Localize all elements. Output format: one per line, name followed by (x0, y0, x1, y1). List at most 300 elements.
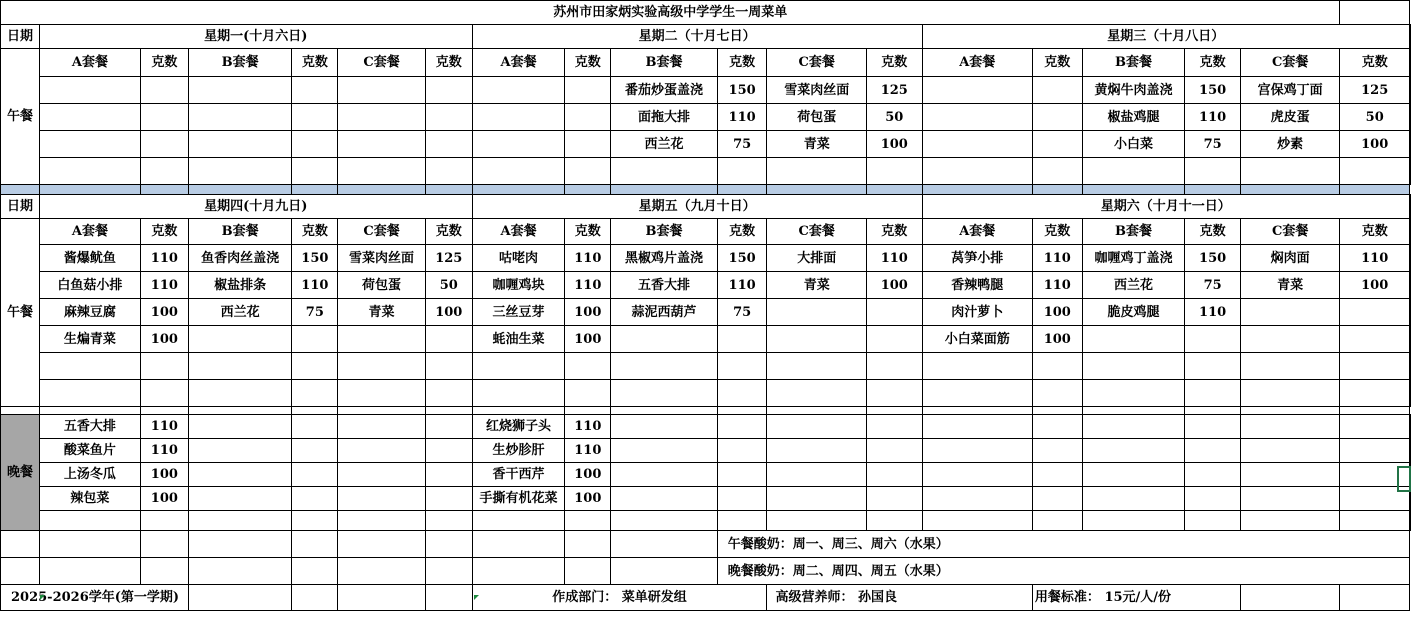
menu-cell[interactable]: 150 (1185, 245, 1241, 272)
menu-cell[interactable] (338, 415, 426, 439)
menu-cell[interactable]: 椒盐排条 (188, 272, 292, 299)
menu-cell[interactable] (1240, 299, 1340, 326)
menu-cell[interactable]: 110 (565, 272, 611, 299)
cell[interactable] (338, 407, 426, 415)
column-header[interactable]: C套餐 (338, 49, 426, 77)
column-header[interactable]: 克数 (292, 219, 338, 245)
menu-cell[interactable] (39, 380, 140, 407)
menu-cell[interactable] (717, 511, 767, 531)
cell[interactable] (425, 531, 472, 558)
column-header[interactable]: 克数 (140, 49, 188, 77)
column-header[interactable]: B套餐 (188, 49, 292, 77)
lunch-label[interactable]: 午餐 (1, 219, 40, 407)
cell[interactable] (1240, 407, 1340, 415)
menu-cell[interactable] (425, 326, 472, 353)
menu-cell[interactable] (1185, 380, 1241, 407)
menu-cell[interactable] (140, 511, 188, 531)
menu-cell[interactable] (922, 131, 1032, 158)
menu-cell[interactable] (1185, 487, 1241, 511)
cell[interactable] (866, 407, 922, 415)
menu-cell[interactable] (140, 380, 188, 407)
cell[interactable] (1410, 49, 1411, 77)
menu-cell[interactable] (425, 487, 472, 511)
separator[interactable] (425, 185, 472, 195)
cell[interactable] (338, 585, 426, 611)
sheet-title[interactable]: 苏州市田家炳实验高级中学学生一周菜单 (1, 1, 1340, 25)
menu-cell[interactable]: 100 (140, 299, 188, 326)
column-header[interactable]: A套餐 (922, 49, 1032, 77)
cell[interactable] (1340, 1, 1410, 25)
column-header[interactable]: 克数 (1032, 49, 1082, 77)
menu-cell[interactable] (292, 158, 338, 185)
column-header[interactable]: C套餐 (1240, 49, 1340, 77)
menu-cell[interactable]: 125 (425, 245, 472, 272)
note-text[interactable]: 晚餐酸奶：周二、周四、周五（水果） (717, 558, 1409, 585)
cell[interactable] (1410, 272, 1411, 299)
menu-cell[interactable] (188, 511, 292, 531)
cell[interactable] (611, 558, 718, 585)
menu-cell[interactable]: 辣包菜 (39, 487, 140, 511)
menu-cell[interactable]: 五香大排 (611, 272, 718, 299)
cell[interactable] (1410, 353, 1411, 380)
menu-cell[interactable] (1082, 380, 1185, 407)
menu-cell[interactable]: 125 (1340, 77, 1410, 104)
separator[interactable] (1032, 185, 1082, 195)
menu-cell[interactable] (922, 353, 1032, 380)
menu-cell[interactable]: 西兰花 (1082, 272, 1185, 299)
menu-cell[interactable]: 110 (140, 245, 188, 272)
separator[interactable] (1340, 185, 1410, 195)
menu-cell[interactable]: 青菜 (338, 299, 426, 326)
menu-cell[interactable] (292, 77, 338, 104)
column-header[interactable]: 克数 (565, 49, 611, 77)
cell[interactable] (1340, 407, 1410, 415)
menu-cell[interactable] (1032, 353, 1082, 380)
menu-cell[interactable]: 100 (140, 326, 188, 353)
separator[interactable] (140, 185, 188, 195)
column-header[interactable]: 克数 (1340, 49, 1410, 77)
menu-cell[interactable] (1032, 511, 1082, 531)
cell[interactable] (1185, 407, 1241, 415)
menu-cell[interactable] (1340, 326, 1410, 353)
menu-cell[interactable] (338, 131, 426, 158)
menu-cell[interactable]: 75 (717, 299, 767, 326)
menu-cell[interactable] (611, 380, 718, 407)
cell[interactable] (472, 407, 565, 415)
cell[interactable] (1410, 245, 1411, 272)
menu-cell[interactable] (472, 104, 565, 131)
menu-cell[interactable]: 110 (565, 245, 611, 272)
column-header[interactable]: 克数 (425, 219, 472, 245)
menu-cell[interactable] (717, 326, 767, 353)
menu-cell[interactable] (188, 380, 292, 407)
menu-cell[interactable]: 110 (1340, 245, 1410, 272)
day-header[interactable]: 星期四(十月九日) (39, 195, 472, 219)
menu-cell[interactable] (1340, 158, 1410, 185)
menu-cell[interactable] (611, 158, 718, 185)
menu-cell[interactable] (188, 353, 292, 380)
day-header[interactable]: 星期五（九月十日） (472, 195, 922, 219)
menu-cell[interactable] (39, 77, 140, 104)
cell[interactable] (1410, 77, 1411, 104)
cell[interactable] (1, 531, 40, 558)
menu-cell[interactable]: 西兰花 (188, 299, 292, 326)
menu-cell[interactable] (338, 463, 426, 487)
menu-cell[interactable] (338, 353, 426, 380)
menu-cell[interactable]: 75 (292, 299, 338, 326)
cell[interactable] (292, 531, 338, 558)
menu-cell[interactable] (866, 380, 922, 407)
menu-cell[interactable] (866, 415, 922, 439)
cell[interactable] (39, 407, 140, 415)
menu-cell[interactable] (140, 104, 188, 131)
menu-cell[interactable]: 面拖大排 (611, 104, 718, 131)
menu-cell[interactable]: 脆皮鸡腿 (1082, 299, 1185, 326)
cell[interactable] (292, 585, 338, 611)
menu-cell[interactable]: 75 (1185, 272, 1241, 299)
menu-cell[interactable] (866, 511, 922, 531)
column-header[interactable]: A套餐 (39, 49, 140, 77)
menu-cell[interactable] (1082, 326, 1185, 353)
menu-cell[interactable] (39, 131, 140, 158)
menu-cell[interactable] (611, 326, 718, 353)
menu-cell[interactable]: 宫保鸡丁面 (1240, 77, 1340, 104)
menu-cell[interactable]: 150 (717, 245, 767, 272)
day-header[interactable]: 星期二（十月七日） (472, 25, 922, 49)
menu-cell[interactable]: 75 (1185, 131, 1241, 158)
menu-cell[interactable]: 生炒胗肝 (472, 439, 565, 463)
menu-cell[interactable]: 110 (140, 439, 188, 463)
menu-cell[interactable]: 50 (1340, 104, 1410, 131)
column-header[interactable]: C套餐 (1240, 219, 1340, 245)
menu-cell[interactable] (922, 104, 1032, 131)
cell[interactable] (140, 531, 188, 558)
menu-cell[interactable] (140, 158, 188, 185)
column-header[interactable]: 克数 (717, 219, 767, 245)
menu-cell[interactable]: 黑椒鸡片盖浇 (611, 245, 718, 272)
menu-cell[interactable]: 西兰花 (611, 131, 718, 158)
menu-cell[interactable]: 红烧狮子头 (472, 415, 565, 439)
menu-cell[interactable]: 100 (1340, 131, 1410, 158)
menu-cell[interactable] (922, 415, 1032, 439)
menu-cell[interactable]: 三丝豆芽 (472, 299, 565, 326)
cell[interactable] (292, 407, 338, 415)
menu-cell[interactable] (338, 439, 426, 463)
cell[interactable] (1410, 326, 1411, 353)
menu-cell[interactable] (188, 415, 292, 439)
cell[interactable] (425, 407, 472, 415)
menu-cell[interactable] (292, 463, 338, 487)
cell[interactable] (611, 531, 718, 558)
menu-cell[interactable] (425, 77, 472, 104)
menu-cell[interactable]: 110 (1032, 272, 1082, 299)
date-label[interactable]: 日期 (1, 195, 40, 219)
menu-cell[interactable]: 咖喱鸡块 (472, 272, 565, 299)
menu-cell[interactable]: 手撕有机花菜 (472, 487, 565, 511)
menu-cell[interactable]: 生煸青菜 (39, 326, 140, 353)
column-header[interactable]: 克数 (565, 219, 611, 245)
menu-cell[interactable] (425, 104, 472, 131)
menu-cell[interactable] (292, 104, 338, 131)
menu-cell[interactable] (565, 380, 611, 407)
column-header[interactable]: 克数 (425, 49, 472, 77)
menu-cell[interactable] (188, 463, 292, 487)
menu-cell[interactable] (39, 353, 140, 380)
menu-cell[interactable] (1340, 353, 1410, 380)
menu-cell[interactable] (1185, 158, 1241, 185)
cell[interactable] (611, 407, 718, 415)
nutritionist-label[interactable]: 高级营养师： 孙国良 (767, 585, 1032, 611)
cell[interactable] (188, 585, 292, 611)
menu-cell[interactable] (1240, 439, 1340, 463)
menu-cell[interactable] (866, 463, 922, 487)
menu-cell[interactable]: 150 (1185, 77, 1241, 104)
menu-cell[interactable]: 小白菜 (1082, 131, 1185, 158)
menu-cell[interactable] (1340, 380, 1410, 407)
menu-cell[interactable] (292, 439, 338, 463)
menu-cell[interactable]: 150 (717, 77, 767, 104)
menu-cell[interactable] (866, 299, 922, 326)
menu-cell[interactable] (1082, 487, 1185, 511)
menu-cell[interactable]: 雪菜肉丝面 (767, 77, 867, 104)
column-header[interactable]: A套餐 (472, 219, 565, 245)
menu-cell[interactable]: 虎皮蛋 (1240, 104, 1340, 131)
menu-cell[interactable] (188, 104, 292, 131)
separator[interactable] (866, 185, 922, 195)
cell[interactable] (1032, 407, 1082, 415)
menu-cell[interactable] (1032, 463, 1082, 487)
separator[interactable] (767, 185, 867, 195)
menu-cell[interactable]: 100 (866, 272, 922, 299)
menu-cell[interactable] (767, 158, 867, 185)
menu-cell[interactable] (472, 511, 565, 531)
menu-cell[interactable] (565, 131, 611, 158)
menu-cell[interactable]: 100 (565, 299, 611, 326)
menu-cell[interactable] (425, 353, 472, 380)
menu-cell[interactable] (717, 158, 767, 185)
cell[interactable] (425, 585, 472, 611)
menu-cell[interactable]: 100 (866, 131, 922, 158)
cell[interactable] (39, 558, 140, 585)
cell[interactable] (717, 407, 767, 415)
column-header[interactable]: A套餐 (39, 219, 140, 245)
menu-cell[interactable]: 110 (565, 415, 611, 439)
menu-cell[interactable] (472, 77, 565, 104)
separator[interactable] (1, 185, 40, 195)
menu-cell[interactable] (1240, 158, 1340, 185)
menu-cell[interactable] (767, 299, 867, 326)
cell[interactable] (1410, 104, 1411, 131)
menu-cell[interactable] (767, 326, 867, 353)
menu-cell[interactable] (1185, 463, 1241, 487)
menu-cell[interactable] (292, 380, 338, 407)
cell[interactable] (1340, 585, 1410, 611)
menu-cell[interactable] (767, 463, 867, 487)
menu-cell[interactable] (1032, 158, 1082, 185)
menu-cell[interactable] (292, 487, 338, 511)
menu-cell[interactable]: 椒盐鸡腿 (1082, 104, 1185, 131)
menu-cell[interactable] (1240, 487, 1340, 511)
menu-cell[interactable]: 蒜泥西葫芦 (611, 299, 718, 326)
menu-cell[interactable] (1032, 415, 1082, 439)
menu-cell[interactable] (767, 439, 867, 463)
menu-cell[interactable] (39, 104, 140, 131)
menu-cell[interactable] (866, 439, 922, 463)
cell[interactable] (1410, 299, 1411, 326)
menu-cell[interactable] (767, 487, 867, 511)
column-header[interactable]: B套餐 (611, 219, 718, 245)
menu-cell[interactable] (1185, 326, 1241, 353)
menu-cell[interactable] (338, 487, 426, 511)
menu-cell[interactable]: 75 (717, 131, 767, 158)
menu-cell[interactable] (1082, 439, 1185, 463)
menu-cell[interactable] (472, 131, 565, 158)
menu-cell[interactable]: 小白菜面筋 (922, 326, 1032, 353)
separator[interactable] (717, 185, 767, 195)
menu-cell[interactable]: 番茄炒蛋盖浇 (611, 77, 718, 104)
menu-cell[interactable] (425, 511, 472, 531)
menu-cell[interactable]: 酸菜鱼片 (39, 439, 140, 463)
column-header[interactable]: 克数 (1032, 219, 1082, 245)
menu-cell[interactable] (1340, 439, 1410, 463)
column-header[interactable]: B套餐 (611, 49, 718, 77)
menu-cell[interactable]: 150 (292, 245, 338, 272)
menu-cell[interactable] (1340, 299, 1410, 326)
menu-cell[interactable]: 青菜 (767, 272, 867, 299)
menu-cell[interactable] (292, 131, 338, 158)
menu-cell[interactable] (292, 326, 338, 353)
standard-label[interactable]: 用餐标准： 15元/人/份 (1032, 585, 1240, 611)
menu-cell[interactable]: 110 (140, 415, 188, 439)
menu-cell[interactable] (611, 353, 718, 380)
dinner-label[interactable]: 晚餐 (1, 415, 40, 531)
menu-cell[interactable] (922, 77, 1032, 104)
cell[interactable] (565, 407, 611, 415)
cell[interactable] (425, 558, 472, 585)
cell[interactable] (1410, 158, 1411, 185)
menu-cell[interactable] (1032, 487, 1082, 511)
term-label[interactable]: 2025-2026学年(第一学期) (1, 585, 189, 611)
menu-cell[interactable] (188, 487, 292, 511)
menu-cell[interactable]: 125 (866, 77, 922, 104)
menu-cell[interactable]: 五香大排 (39, 415, 140, 439)
menu-cell[interactable] (1032, 104, 1082, 131)
column-header[interactable]: B套餐 (188, 219, 292, 245)
menu-cell[interactable]: 肉汁萝卜 (922, 299, 1032, 326)
cell[interactable] (1410, 511, 1411, 531)
menu-cell[interactable] (565, 353, 611, 380)
menu-cell[interactable]: 110 (140, 272, 188, 299)
cell[interactable] (565, 531, 611, 558)
menu-cell[interactable] (611, 463, 718, 487)
menu-cell[interactable]: 荷包蛋 (767, 104, 867, 131)
menu-cell[interactable] (717, 487, 767, 511)
menu-cell[interactable]: 100 (1032, 299, 1082, 326)
separator[interactable] (922, 185, 1032, 195)
cell[interactable] (188, 407, 292, 415)
column-header[interactable]: 克数 (717, 49, 767, 77)
cell[interactable] (922, 407, 1032, 415)
menu-cell[interactable] (292, 511, 338, 531)
menu-cell[interactable] (1240, 463, 1340, 487)
menu-cell[interactable] (472, 380, 565, 407)
cell[interactable] (1410, 380, 1411, 407)
separator[interactable] (292, 185, 338, 195)
menu-cell[interactable] (565, 158, 611, 185)
menu-cell[interactable] (922, 158, 1032, 185)
separator[interactable] (39, 185, 140, 195)
menu-cell[interactable] (1032, 77, 1082, 104)
column-header[interactable]: A套餐 (472, 49, 565, 77)
menu-cell[interactable]: 青菜 (1240, 272, 1340, 299)
cell[interactable] (1410, 131, 1411, 158)
menu-cell[interactable] (425, 380, 472, 407)
menu-cell[interactable]: 咕咾肉 (472, 245, 565, 272)
menu-cell[interactable] (717, 353, 767, 380)
menu-cell[interactable] (188, 131, 292, 158)
menu-cell[interactable] (1082, 415, 1185, 439)
menu-cell[interactable] (565, 511, 611, 531)
menu-cell[interactable] (1240, 326, 1340, 353)
menu-cell[interactable] (1082, 353, 1185, 380)
menu-cell[interactable]: 香辣鸭腿 (922, 272, 1032, 299)
menu-cell[interactable] (922, 487, 1032, 511)
menu-cell[interactable] (922, 439, 1032, 463)
menu-cell[interactable]: 110 (866, 245, 922, 272)
menu-cell[interactable]: 莴笋小排 (922, 245, 1032, 272)
separator[interactable] (472, 185, 565, 195)
cell[interactable] (1, 407, 40, 415)
cell[interactable] (767, 407, 867, 415)
menu-cell[interactable]: 100 (565, 326, 611, 353)
menu-cell[interactable] (472, 353, 565, 380)
menu-cell[interactable]: 50 (866, 104, 922, 131)
menu-cell[interactable]: 荷包蛋 (338, 272, 426, 299)
cell[interactable] (292, 558, 338, 585)
day-header[interactable]: 星期三（十月八日） (922, 25, 1409, 49)
menu-cell[interactable] (1185, 511, 1241, 531)
menu-cell[interactable] (425, 131, 472, 158)
menu-cell[interactable] (922, 463, 1032, 487)
column-header[interactable]: 克数 (292, 49, 338, 77)
column-header[interactable]: 克数 (1185, 49, 1241, 77)
column-header[interactable]: C套餐 (767, 219, 867, 245)
menu-cell[interactable]: 110 (717, 104, 767, 131)
menu-cell[interactable]: 110 (717, 272, 767, 299)
menu-cell[interactable] (1032, 380, 1082, 407)
cell[interactable] (39, 531, 140, 558)
menu-cell[interactable] (767, 353, 867, 380)
menu-cell[interactable] (1240, 415, 1340, 439)
cell[interactable] (188, 558, 292, 585)
cell[interactable] (472, 531, 565, 558)
menu-cell[interactable]: 白鱼菇小排 (39, 272, 140, 299)
date-label[interactable]: 日期 (1, 25, 40, 49)
menu-cell[interactable] (188, 326, 292, 353)
separator[interactable] (1240, 185, 1340, 195)
menu-cell[interactable]: 酱爆鱿鱼 (39, 245, 140, 272)
menu-cell[interactable] (338, 326, 426, 353)
menu-cell[interactable] (866, 353, 922, 380)
menu-cell[interactable] (1240, 380, 1340, 407)
menu-cell[interactable] (140, 131, 188, 158)
menu-cell[interactable]: 110 (565, 439, 611, 463)
day-header[interactable]: 星期一(十月六日) (39, 25, 472, 49)
menu-cell[interactable] (140, 353, 188, 380)
menu-cell[interactable]: 上汤冬瓜 (39, 463, 140, 487)
menu-cell[interactable]: 鱼香肉丝盖浇 (188, 245, 292, 272)
menu-cell[interactable] (1240, 511, 1340, 531)
